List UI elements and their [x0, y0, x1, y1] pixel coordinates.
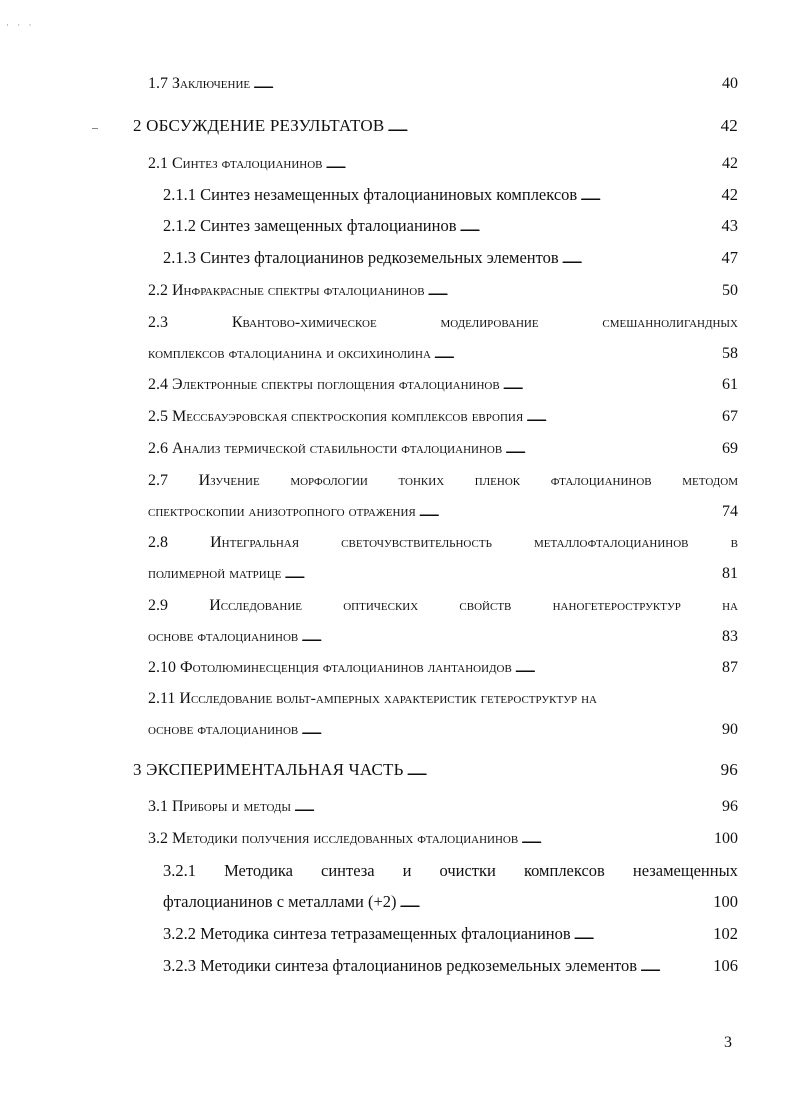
toc-page: 100: [713, 892, 738, 911]
toc-word: наногетероструктур: [552, 597, 681, 614]
toc-page: 67: [722, 408, 738, 425]
toc-number: 2.10: [148, 659, 176, 676]
toc-word: очистки: [439, 861, 496, 880]
toc-word: комплексов: [523, 861, 605, 880]
toc-entry-3-2-1-line2[interactable]: [163, 894, 738, 911]
toc-entry-2-1[interactable]: [148, 156, 738, 172]
toc-title: Синтез фталоцианинов: [172, 155, 323, 172]
toc-number: 3.2.1: [163, 861, 196, 880]
toc-number: 2.11: [148, 690, 176, 707]
dot-leader: [253, 76, 719, 92]
toc-entry-2-3-line2[interactable]: [148, 346, 738, 362]
dot-leader: [434, 346, 719, 362]
dot-leader: [301, 722, 719, 738]
toc-entry-3-2-3[interactable]: [163, 958, 738, 975]
toc-entry-3[interactable]: [133, 761, 738, 778]
toc-entry-2-5[interactable]: [148, 409, 738, 425]
toc-word: свойств: [459, 597, 512, 614]
scan-artifact: · · ·: [6, 20, 35, 30]
toc-word: смешаннолигандных: [602, 314, 738, 331]
toc-number: 2.4: [148, 376, 168, 393]
toc-page: 90: [722, 721, 738, 738]
toc-number: 2.2: [148, 282, 168, 299]
dot-leader: [400, 894, 711, 911]
toc-number: 2.6: [148, 440, 168, 457]
toc-entry-2-2[interactable]: [148, 283, 738, 299]
toc-entry-2-8-line2[interactable]: [148, 566, 738, 582]
toc-entry-2-6[interactable]: [148, 441, 738, 457]
toc-entry-2-4[interactable]: [148, 377, 738, 393]
toc-number: 2.5: [148, 408, 168, 425]
toc-entry-2-1-3[interactable]: [163, 250, 738, 267]
toc-page: 87: [722, 659, 738, 676]
toc-word: Интегральная: [210, 534, 300, 551]
toc-entry-2-10[interactable]: [148, 660, 738, 676]
toc-title: 2.1.2 Синтез замещенных фталоцианинов: [163, 216, 457, 235]
toc-number: 3.1: [148, 798, 168, 815]
dot-leader: [284, 566, 719, 582]
toc-entry-2-11-line2[interactable]: [148, 722, 738, 738]
dot-leader: [428, 283, 719, 299]
dot-leader: [574, 926, 711, 943]
toc-page: 42: [722, 155, 738, 172]
toc-word: металлофталоцианинов: [534, 534, 689, 551]
toc-number: 3.2: [148, 830, 168, 847]
toc-page: 42: [721, 185, 738, 204]
toc-title: Электронные спектры поглощения фталоцианинов: [172, 376, 500, 393]
toc-entry-1-7[interactable]: [148, 76, 738, 92]
toc-entry-2-9-line1[interactable]: [148, 598, 738, 614]
toc-word: моделирование: [440, 314, 539, 331]
dot-leader: [640, 958, 710, 975]
toc-entry-2-8-line1[interactable]: [148, 535, 738, 551]
toc-title: спектроскопии анизотропного отражения: [148, 503, 416, 520]
toc-entry-2-3-line1[interactable]: [148, 315, 738, 331]
dot-leader: [526, 409, 719, 425]
toc-title: 2.1.1 Синтез незамещенных фталоцианиновых комплексов: [163, 185, 578, 204]
toc-page: 42: [720, 116, 738, 135]
scan-mark: [92, 128, 98, 129]
dot-leader: [515, 660, 719, 676]
toc-word: незамещенных: [632, 861, 738, 880]
dot-leader: [326, 156, 719, 172]
toc-word: методом: [682, 472, 738, 489]
toc-number: 2.1: [148, 155, 168, 172]
toc-title: основе фталоцианинов: [148, 628, 299, 645]
toc-entry-2-9-line2[interactable]: [148, 629, 738, 645]
toc-word: и: [402, 861, 412, 880]
toc-title: Инфракрасные спектры фталоцианинов: [172, 282, 425, 299]
toc-entry-2-7-line2[interactable]: [148, 504, 738, 520]
toc-entry-3-2-1-line1[interactable]: [163, 863, 738, 880]
dot-leader: [503, 377, 719, 393]
toc-entry-2-1-1[interactable]: [163, 187, 738, 204]
toc-number: 1.7: [148, 75, 168, 92]
toc-page: 96: [722, 798, 738, 815]
toc-page: 47: [721, 248, 738, 267]
toc-word: морфологии: [290, 472, 368, 489]
toc-word: Исследование: [209, 597, 302, 614]
toc-word: оптических: [343, 597, 419, 614]
toc-page: 43: [721, 216, 738, 235]
toc-entry-2-7-line1[interactable]: [148, 473, 738, 489]
toc-title: Мессбауэровская спектроскопия комплексов европия: [172, 408, 524, 425]
dot-leader: [407, 761, 718, 778]
toc-title: 3 ЭКСПЕРИМЕНТАЛЬНАЯ ЧАСТЬ: [133, 760, 404, 779]
toc-title: Анализ термической стабильности фталоцианинов: [172, 440, 503, 457]
toc-title: Фотолюминесценция фталоцианинов лантаноидов: [180, 659, 512, 676]
toc-title: 3.2.2 Методика синтеза тетразамещенных фталоцианинов: [163, 924, 571, 943]
toc-entry-2-11-line1[interactable]: [148, 691, 738, 707]
toc-title: Приборы и методы: [172, 798, 292, 815]
toc-word: Квантово-химическое: [231, 314, 377, 331]
toc-number: 2.9: [148, 597, 168, 614]
dot-leader: [419, 504, 719, 520]
dot-leader: [521, 831, 711, 847]
toc-entry-2[interactable]: [133, 117, 738, 134]
toc-page: 81: [722, 565, 738, 582]
toc-page: 69: [722, 440, 738, 457]
toc-title: основе фталоцианинов: [148, 721, 299, 738]
toc-page: 83: [722, 628, 738, 645]
toc-page: 96: [720, 760, 738, 779]
dot-leader: [580, 187, 718, 204]
dot-leader: [387, 117, 717, 134]
toc-page: 102: [713, 924, 738, 943]
toc-title: полимерной матрице: [148, 565, 282, 582]
toc-page: 40: [722, 75, 738, 92]
toc-word: синтеза: [321, 861, 375, 880]
toc-word: светочувствительность: [341, 534, 492, 551]
toc-page: 100: [714, 830, 738, 847]
toc-word: в: [730, 534, 738, 551]
toc-number: 2.3: [148, 314, 168, 331]
toc-entry-3-1[interactable]: [148, 799, 738, 815]
toc-title: Исследование вольт-амперных характеристик гетероструктур на: [179, 690, 597, 707]
toc-title: 2.1.3 Синтез фталоцианинов редкоземельных элементов: [163, 248, 559, 267]
toc-title: 2 ОБСУЖДЕНИЕ РЕЗУЛЬТАТОВ: [133, 116, 385, 135]
dot-leader: [460, 218, 719, 235]
toc-page: 74: [722, 503, 738, 520]
dot-leader: [505, 441, 719, 457]
dot-leader: [294, 799, 719, 815]
dot-leader: [562, 250, 719, 267]
toc-word: Изучение: [198, 472, 260, 489]
toc-number: 2.8: [148, 534, 168, 551]
toc-entry-3-2[interactable]: [148, 831, 738, 847]
toc-entry-3-2-2[interactable]: [163, 926, 738, 943]
toc-word: пленок: [474, 472, 521, 489]
toc-title: Методики получения исследованных фталоцианинов: [172, 830, 519, 847]
toc-title: фталоцианинов с металлами (+2): [163, 892, 397, 911]
toc-page: 106: [713, 956, 738, 975]
toc-word: фталоцианинов: [550, 472, 652, 489]
toc-word: Методика: [224, 861, 293, 880]
toc-number: 2.7: [148, 472, 168, 489]
toc-page: 50: [722, 282, 738, 299]
toc-page: 58: [722, 345, 738, 362]
toc-entry-2-1-2[interactable]: [163, 218, 738, 235]
dot-leader: [301, 629, 719, 645]
toc-title: комплексов фталоцианина и оксихинолина: [148, 345, 431, 362]
toc-title: 3.2.3 Методики синтеза фталоцианинов редкоземельных элементов: [163, 956, 638, 975]
toc-title: Заключение: [172, 75, 251, 92]
toc-word: на: [722, 597, 738, 614]
toc-page: 61: [722, 376, 738, 393]
toc-word: тонких: [398, 472, 445, 489]
page-number: 3: [724, 1034, 732, 1051]
